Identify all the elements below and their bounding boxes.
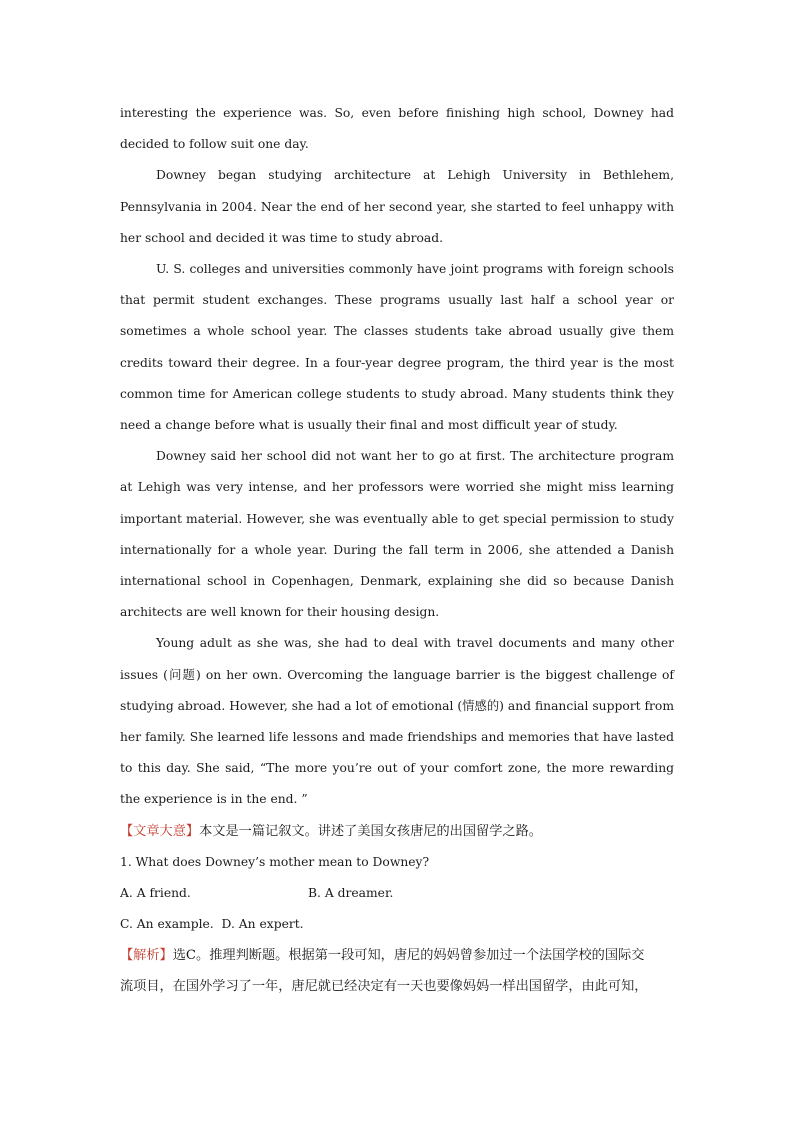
analysis-text-1: 选C。推理判断题。根据第一段可知，唐尼的妈妈曾参加过一个法国学校的国际交 — [172, 947, 645, 963]
option-c: C. An example. — [120, 916, 214, 931]
option-b: B. A dreamer. — [308, 885, 394, 900]
question-stem: 1. What does Downey’s mother mean to Downey? — [120, 854, 430, 869]
option-a: A. A friend. — [120, 885, 191, 900]
document-page — [120, 98, 674, 1002]
summary-line — [120, 816, 674, 847]
paragraph-3: U. S. colleges and universities commonly have joint programs with foreign schools that permit student exchanges. These programs usually last half a school year or sometimes a whole school year. The classes students take abroad usually give them credits toward their degree. In a four-year degree program, the third year is the most common time for American college students to study abroad. Many students think they need a change before what is usually their final and most difficult year of study. — [120, 262, 674, 433]
analysis-line-2: 流项目，在国外学习了一年，唐尼就已经决定有一天也要像妈妈一样出国留学，由此可知， — [120, 978, 648, 994]
analysis-tag: 【解析】 — [120, 947, 173, 963]
summary-tag: 【文章大意】 — [120, 823, 200, 839]
option-d: D. An expert. — [221, 916, 304, 931]
options-row-1 — [120, 878, 674, 909]
options-row-2 — [120, 909, 674, 940]
paragraph-4: Downey said her school did not want her to go at first. The architecture program at Lehigh was very intense, and her professors were worried she might miss learning important material. However, she was eventually able to get special permission to study internationally for a whole year. During the fall term in 2006, she attended a Danish international school in Copenhagen, Denmark, explaining she did so because Danish architects are well known for their housing design. — [120, 449, 674, 620]
paragraph-2: Downey began studying architecture at Lehigh University in Bethlehem, Pennsylvania in 2004. Near the end of her second year, she started to feel unhappy with her school and decided it was time to study abroad. — [120, 168, 674, 245]
paragraph-5: Young adult as she was, she had to deal with travel documents and many other issues (问题) on her own. Overcoming the language barrier is the biggest challenge of studying abroad. However, she had a lot of emotional (情感的) and financial support from her family. She learned life lessons and made friendships and memories that have lasted to this day. She said, “The more you’re out of your comfort zone, the more rewarding the experience is in the end. ” — [120, 636, 674, 807]
summary-text: 本文是一篇记叙文。讲述了美国女孩唐尼的出国留学之路。 — [199, 823, 542, 839]
paragraph-1: interesting the experience was. So, even before finishing high school, Downey had decided to follow suit one day. — [120, 106, 674, 152]
analysis-line-1 — [120, 940, 674, 971]
